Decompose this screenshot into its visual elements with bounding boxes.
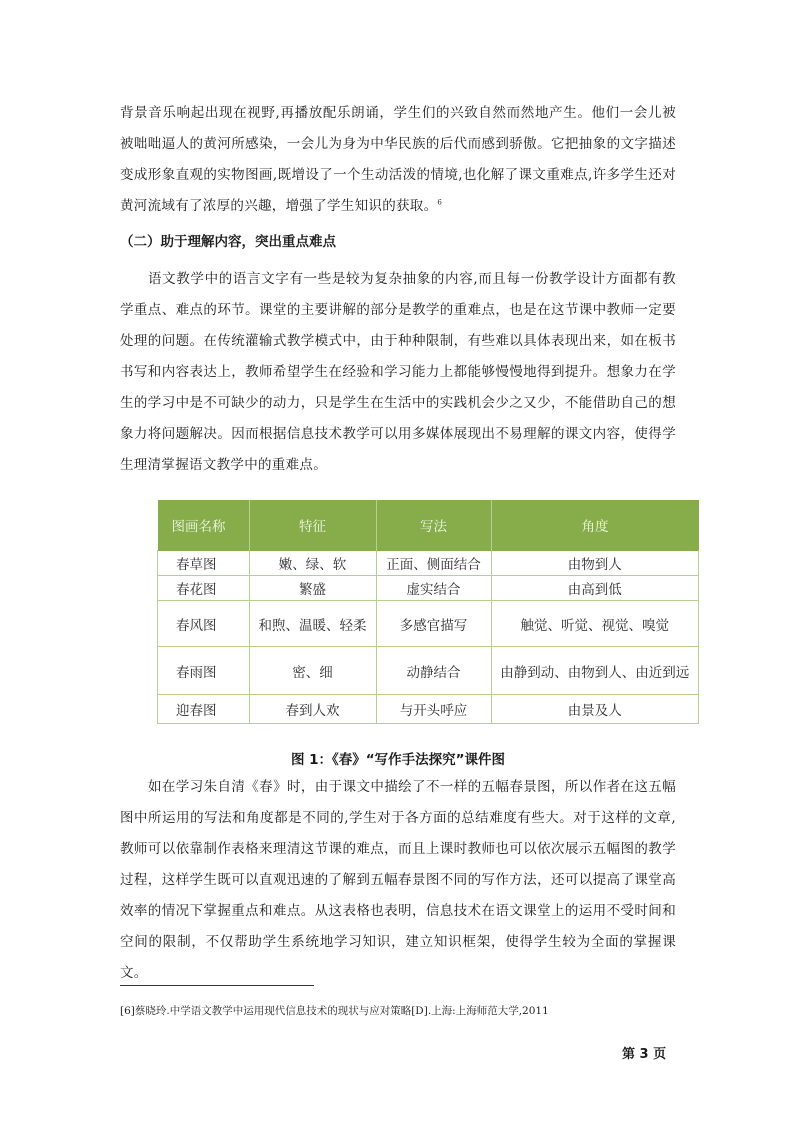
table-cell: 虚实结合 (376, 576, 491, 601)
footnote-divider (120, 985, 314, 986)
figure-caption: 图 1：《春》“写作手法探究”课件图 (290, 752, 506, 768)
table-header-cell: 角度 (491, 500, 699, 551)
table-header-cell: 特征 (249, 500, 376, 551)
table-cell: 与开头呼应 (376, 695, 491, 724)
table-cell: 春草图 (158, 551, 250, 576)
table-cell: 多感官描写 (376, 601, 491, 647)
table-cell: 由静到动、由物到人、由近到远 (491, 647, 699, 695)
table-cell: 嫩、绿、软 (249, 551, 376, 576)
table-cell: 和煦、温暖、轻柔 (249, 601, 376, 647)
table-row (158, 695, 699, 724)
footnote: [6]蔡晓玲.中学语文教学中运用现代信息技术的现状与应对策略[D].上海:上海师范大学,2011 (120, 1005, 549, 1017)
paragraph-2: 语文教学中的语言文字有一些是较为复杂抽象的内容,而且每一份教学设计方面都有教学重点、难点的环节。课堂的主要讲解的部分是教学的重难点，也是在这节课中教师一定要处理的问题。在传统灌输式教学模式中，由于种种限制，有些难以具体表现出来，如在板书书写和内容表达上，教师希望学生在经验和学习能力上都能够慢慢地得到提升。想象力在学生的学习中是不可缺少的动力，只是学生在生活中的实践机会少之又少，不能借助自己的想象力将问题解决。因而根据信息技术教学可以用多媒体展现出不易理解的课文内容，使得学生理清掌握语文教学中的重难点。 (120, 271, 676, 473)
table-row (158, 601, 699, 647)
table-row (158, 551, 699, 576)
section-heading: （二）助于理解内容，突出重点难点 (120, 234, 336, 250)
table-cell: 迎春图 (158, 695, 250, 724)
table-cell: 密、细 (249, 647, 376, 695)
table-cell: 动静结合 (376, 647, 491, 695)
footnote-ref-6[interactable]: 6 (437, 198, 443, 207)
paragraph-3: 如在学习朱自清《春》时，由于课文中描绘了不一样的五幅春景图，所以作者在这五幅图中所运用的写法和角度都是不同的,学生对于各方面的总结难度有些大。对于这样的文章,教师可以依靠制作表格来理清这节课的难点，而且上课时教师也可以依次展示五幅图的教学过程，这样学生既可以直观迅速的了解到五幅春景图不同的写作方法，还可以提高了课堂高效率的情况下掌握重点和难点。从这表格也表明，信息技术在语文课堂上的运用不受时间和空间的限制，不仅帮助学生系统地学习知识，建立知识框架，使得学生较为全面的掌握课文。 (120, 779, 676, 981)
table-header-row (158, 500, 699, 551)
paragraph-1 (120, 98, 676, 222)
table-cell: 由景及人 (491, 695, 699, 724)
table-cell: 繁盛 (249, 576, 376, 601)
writing-technique-table (157, 500, 699, 724)
table-row (158, 647, 699, 695)
paragraph-1-text: 背景音乐响起出现在视野,再播放配乐朗诵，学生们的兴致自然而然地产生。他们一会儿被被咄咄逼人的黄河所感染，一会儿为身为中华民族的后代而感到骄傲。它把抽象的文字描述变成形象直观的实物图画,既增设了一个生动活泼的情境,也化解了课文重难点,许多学生还对黄河流域有了浓厚的兴趣，增强了学生知识的获取。 (120, 105, 676, 214)
table-row (158, 576, 699, 601)
table-cell: 春到人欢 (249, 695, 376, 724)
table-cell: 触觉、听觉、视觉、嗅觉 (491, 601, 699, 647)
table-cell: 春花图 (158, 576, 250, 601)
table-header-cell: 图画名称 (158, 500, 250, 551)
table-cell: 由高到低 (491, 576, 699, 601)
page-number: 第 3 页 (622, 1047, 667, 1062)
table-cell: 由物到人 (491, 551, 699, 576)
table-cell: 春雨图 (158, 647, 250, 695)
table-cell: 春风图 (158, 601, 250, 647)
table-header-cell: 写法 (376, 500, 491, 551)
table-cell: 正面、侧面结合 (376, 551, 491, 576)
